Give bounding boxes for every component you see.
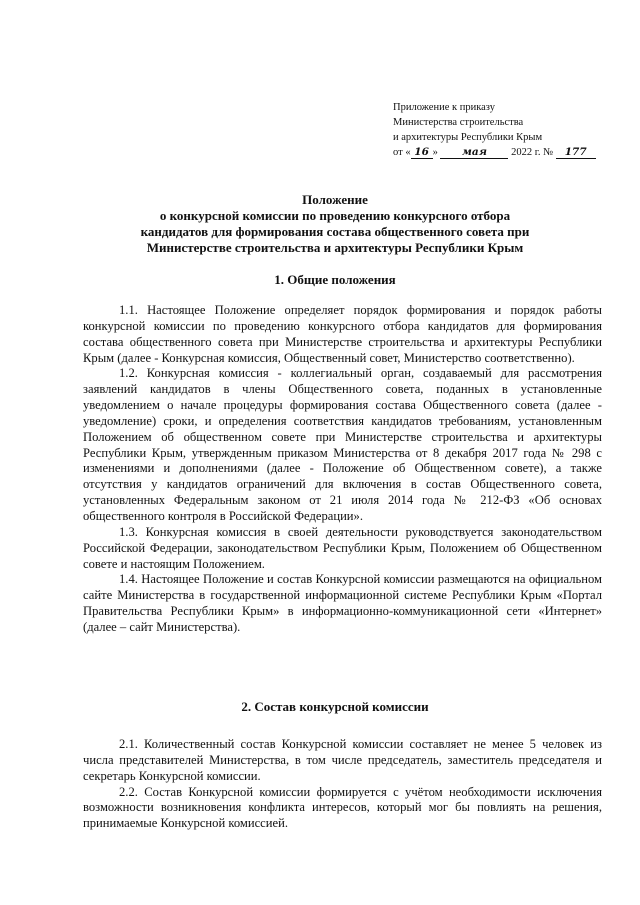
date-day-handwritten: 16: [411, 146, 433, 159]
title-line-2: о конкурсной комиссии по проведению конкурсного отбора: [159, 208, 511, 223]
paragraph-1-4: 1.4. Настоящее Положение и состав Конкурсной комиссии размещаются на официальном сайте Министерства в государственной информационной системе Республики Крым «Портал Правительства Республики Крым» в информационно-коммуникационной сети «Интернет» (далее – сайт Министерства).: [83, 572, 602, 634]
paragraph-1-2: 1.2. Конкурсная комиссия - коллегиальный орган, создаваемый для рассмотрения заявлений кандидатов в члены Общественного совета, поданных в установленные уведомлением о начале процедуры формирования состава Общественного совета (далее - уведомление) сроки, и определения соответствия кандидатов требованиям, установленным Положением об общественном совете при Министерстве строительства и архитектуры Республики Крым, утвержденным приказом Министерства от 8 декабря 2017 года № 298 с изменениями и дополнениями (далее - Положение об Общественном совете), а также отсутствия у кандидатов ограничений для включения в состав Общественного совета, установленных Федеральным законом от 21 июля 2014 года № 212-ФЗ «Об основах общественного контроля в Российской Федерации».: [83, 366, 602, 523]
header-date-line: [393, 145, 623, 160]
section-2-heading: 2. Состав конкурсной комиссии: [241, 699, 429, 714]
paragraph-2-2: 2.2. Состав Конкурсной комиссии формируется с учётом необходимости исключения возможности возникновения конфликта интересов, который мог бы повлиять на решения, принимаемые Конкурсной комиссией.: [83, 784, 602, 831]
date-prefix: от «: [393, 147, 411, 158]
title-line-4: Министерстве строительства и архитектуры Республики Крым: [146, 240, 524, 255]
date-year: 2022 г. №: [511, 147, 554, 158]
order-attachment-header: [393, 100, 623, 160]
section-1-body: [83, 303, 602, 636]
section-2-body: [83, 737, 602, 832]
header-line-1: Приложение к приказу: [393, 102, 495, 113]
header-line-2: Министерства строительства: [393, 117, 524, 128]
date-month-handwritten: мая: [440, 146, 508, 159]
date-mid: »: [432, 147, 438, 158]
header-line-3: и архитектуры Республики Крым: [393, 132, 543, 143]
section-1-heading: 1. Общие положения: [274, 272, 396, 287]
order-number-handwritten: 177: [556, 146, 596, 159]
title-line-3: кандидатов для формирования состава общественного совета при: [140, 224, 530, 239]
paragraph-2-1: 2.1. Количественный состав Конкурсной комиссии составляет не менее 5 человек из числа представителей Министерства, в том числе председатель, заместитель председателя и секретарь Конкурсной комиссии.: [83, 737, 602, 783]
paragraph-1-3: 1.3. Конкурсная комиссия в своей деятельности руководствуется законодательством Российской Федерации, законодательством Республики Крым, Положением об Общественном совете и настоящим Положением.: [83, 524, 602, 571]
document-title: [70, 192, 600, 256]
title-line-1: Положение: [302, 192, 368, 207]
paragraph-1-1: 1.1. Настоящее Положение определяет порядок формирования и порядок работы конкурсной комиссии по проведению конкурсного отбора кандидатов для формирования состава общественного совета при Министерстве строительства и архитектуры Республики Крым (далее - Конкурсная комиссия, Общественный совет, Министерство соответственно).: [83, 303, 602, 365]
